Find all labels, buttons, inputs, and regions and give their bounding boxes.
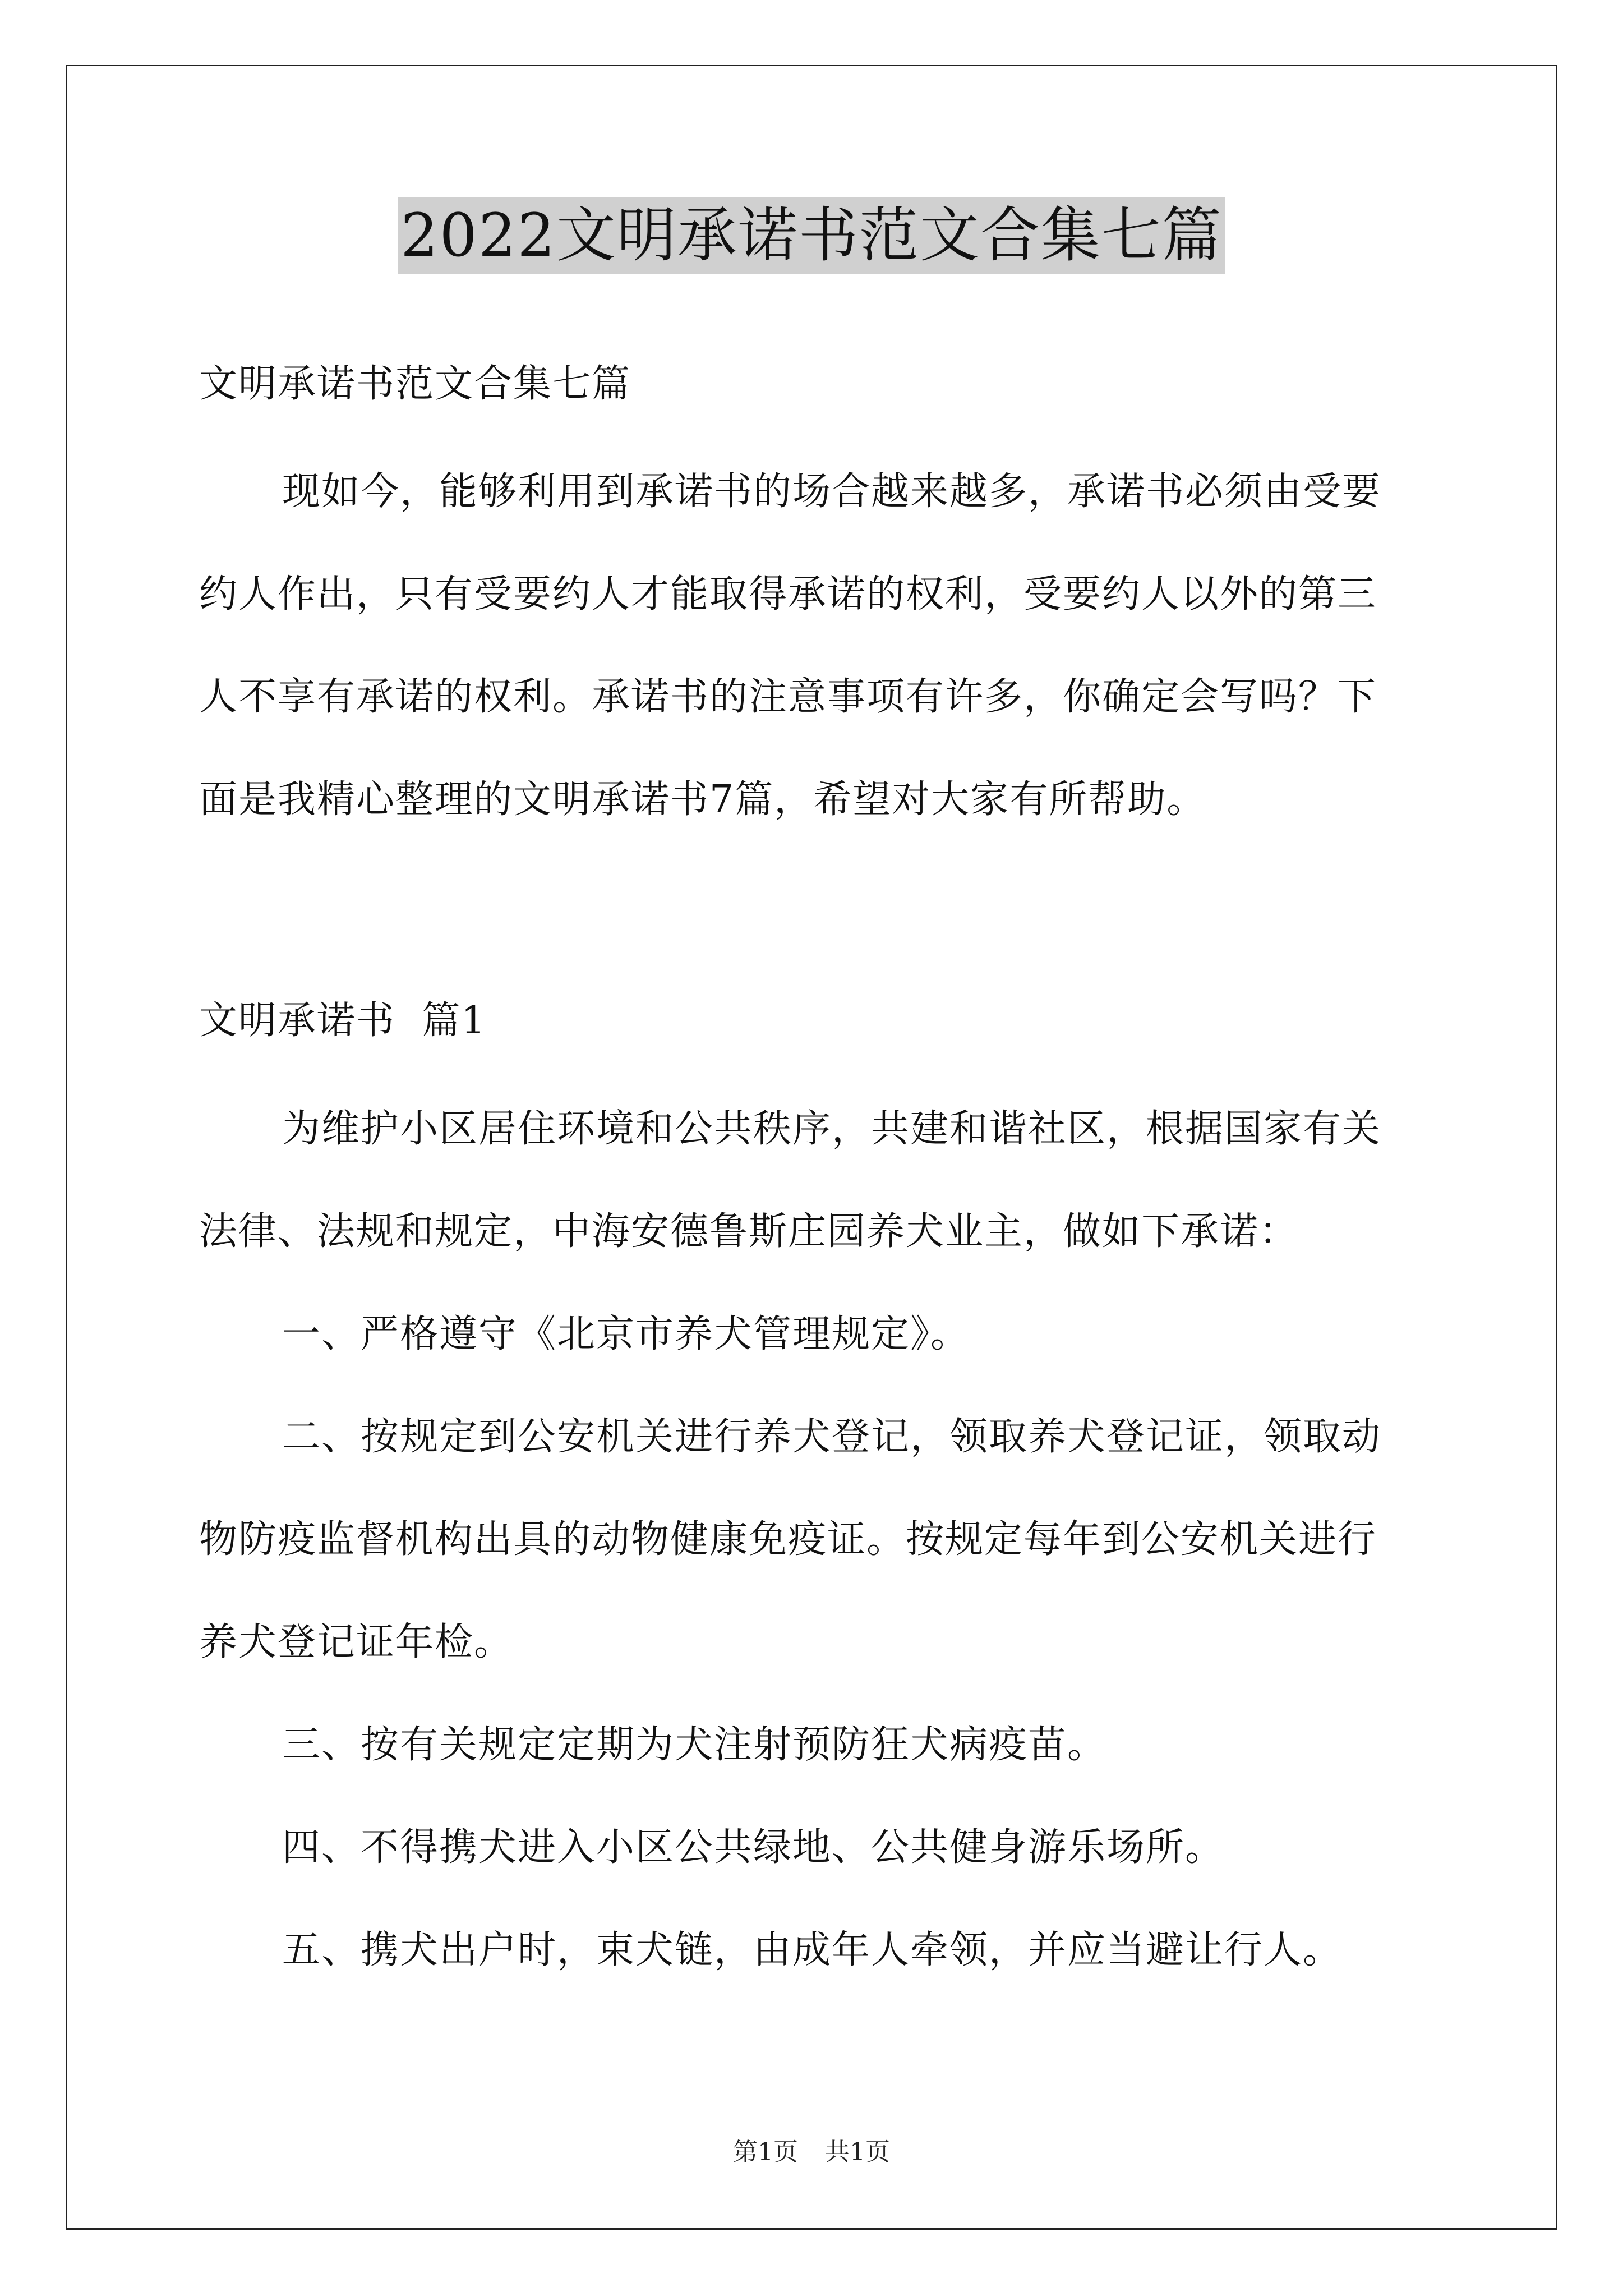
section-line-9: 五、携犬出户时，束犬链，由成年人牵领，并应当避让行人。 [282, 1928, 1343, 1972]
section-line-1: 为维护小区居住环境和公共秩序，共建和谐社区，根据国家有关 [282, 1107, 1382, 1151]
intro-line-4: 面是我精心整理的文明承诺书7篇，希望对大家有所帮助。 [199, 777, 1206, 822]
intro-line-2: 约人作出，只有受要约人才能取得承诺的权利，受要约人以外的第三 [199, 572, 1377, 616]
subtitle: 文明承诺书范文合集七篇 [199, 362, 631, 406]
section-line-6: 养犬登记证年检。 [199, 1620, 514, 1664]
section-heading: 文明承诺书 篇1 [199, 999, 487, 1043]
section-line-4: 二、按规定到公安机关进行养犬登记，领取养犬登记证，领取动 [282, 1415, 1382, 1459]
page-total: 共1页 [825, 2138, 890, 2166]
section-line-2: 法律、法规和规定，中海安德鲁斯庄园养犬业主，做如下承诺： [199, 1209, 1299, 1254]
section-line-8: 四、不得携犬进入小区公共绿地、公共健身游乐场所。 [282, 1825, 1225, 1870]
page-footer [0, 2132, 1623, 2168]
section-line-3: 一、严格遵守《北京市养犬管理规定》。 [282, 1312, 970, 1356]
page-number: 第1页 [733, 2138, 798, 2166]
section-line-5: 物防疫监督机构出具的动物健康免疫证。按规定每年到公安机关进行 [199, 1517, 1377, 1562]
section-line-7: 三、按有关规定定期为犬注射预防狂犬病疫苗。 [282, 1723, 1107, 1767]
intro-line-3: 人不享有承诺的权利。承诺书的注意事项有许多，你确定会写吗？下 [199, 675, 1377, 719]
title-container [0, 197, 1623, 274]
intro-line-1: 现如今，能够利用到承诺书的场合越来越多，承诺书必须由受要 [282, 470, 1382, 514]
document-title: 2022文明承诺书范文合集七篇 [398, 197, 1225, 274]
